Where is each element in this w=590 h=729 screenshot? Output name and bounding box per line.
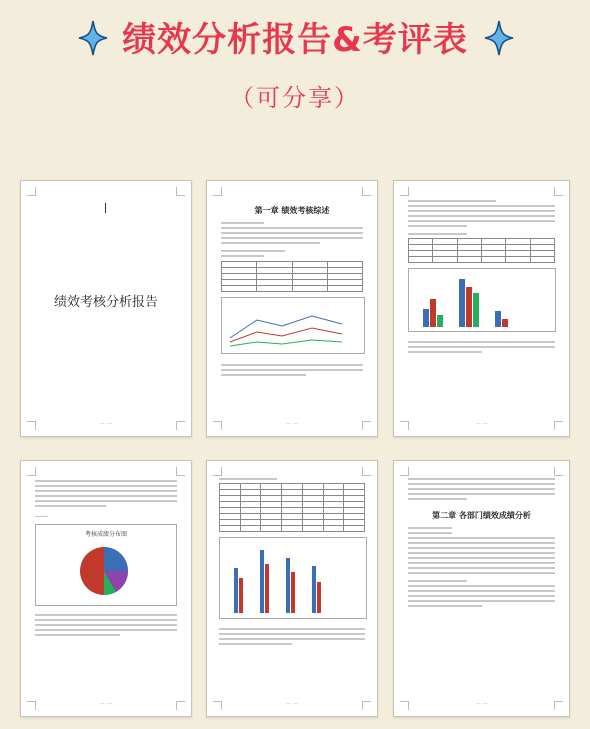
doc-page-table-chart: — · —	[206, 460, 378, 717]
doc-page-chapter1: 第一章 绩效考核综述 — · —	[206, 180, 378, 437]
doc-page-pie-chart: ——— 考核成绩分布图 — · —	[20, 460, 192, 717]
page-subtitle: （可分享）	[230, 84, 360, 112]
cover-title: 绩效考核分析报告	[53, 295, 158, 310]
pie-chart-thumbnail	[74, 543, 134, 599]
doc-page-chapter2: 第二章 各部门绩效成绩分析 — · —	[393, 460, 570, 717]
page-title: 绩效分析报告&考评表	[122, 20, 468, 60]
bar-chart-thumbnail	[408, 268, 556, 332]
column-chart-thumbnail	[219, 537, 367, 619]
chapter1-title: 第一章 绩效考核综述	[254, 206, 330, 215]
pie-chart-title: 考核成绩分布图	[84, 531, 127, 538]
line-chart-thumbnail	[221, 297, 365, 354]
mini-table	[221, 261, 363, 292]
sparkle-right-icon	[484, 20, 514, 56]
doc-page-bar-chart: — · —	[393, 180, 570, 437]
text-cursor	[105, 203, 106, 213]
chapter2-title: 第二章 各部门绩效成绩分析	[432, 511, 531, 520]
doc-page-cover: 绩效考核分析报告 — · —	[20, 180, 192, 437]
